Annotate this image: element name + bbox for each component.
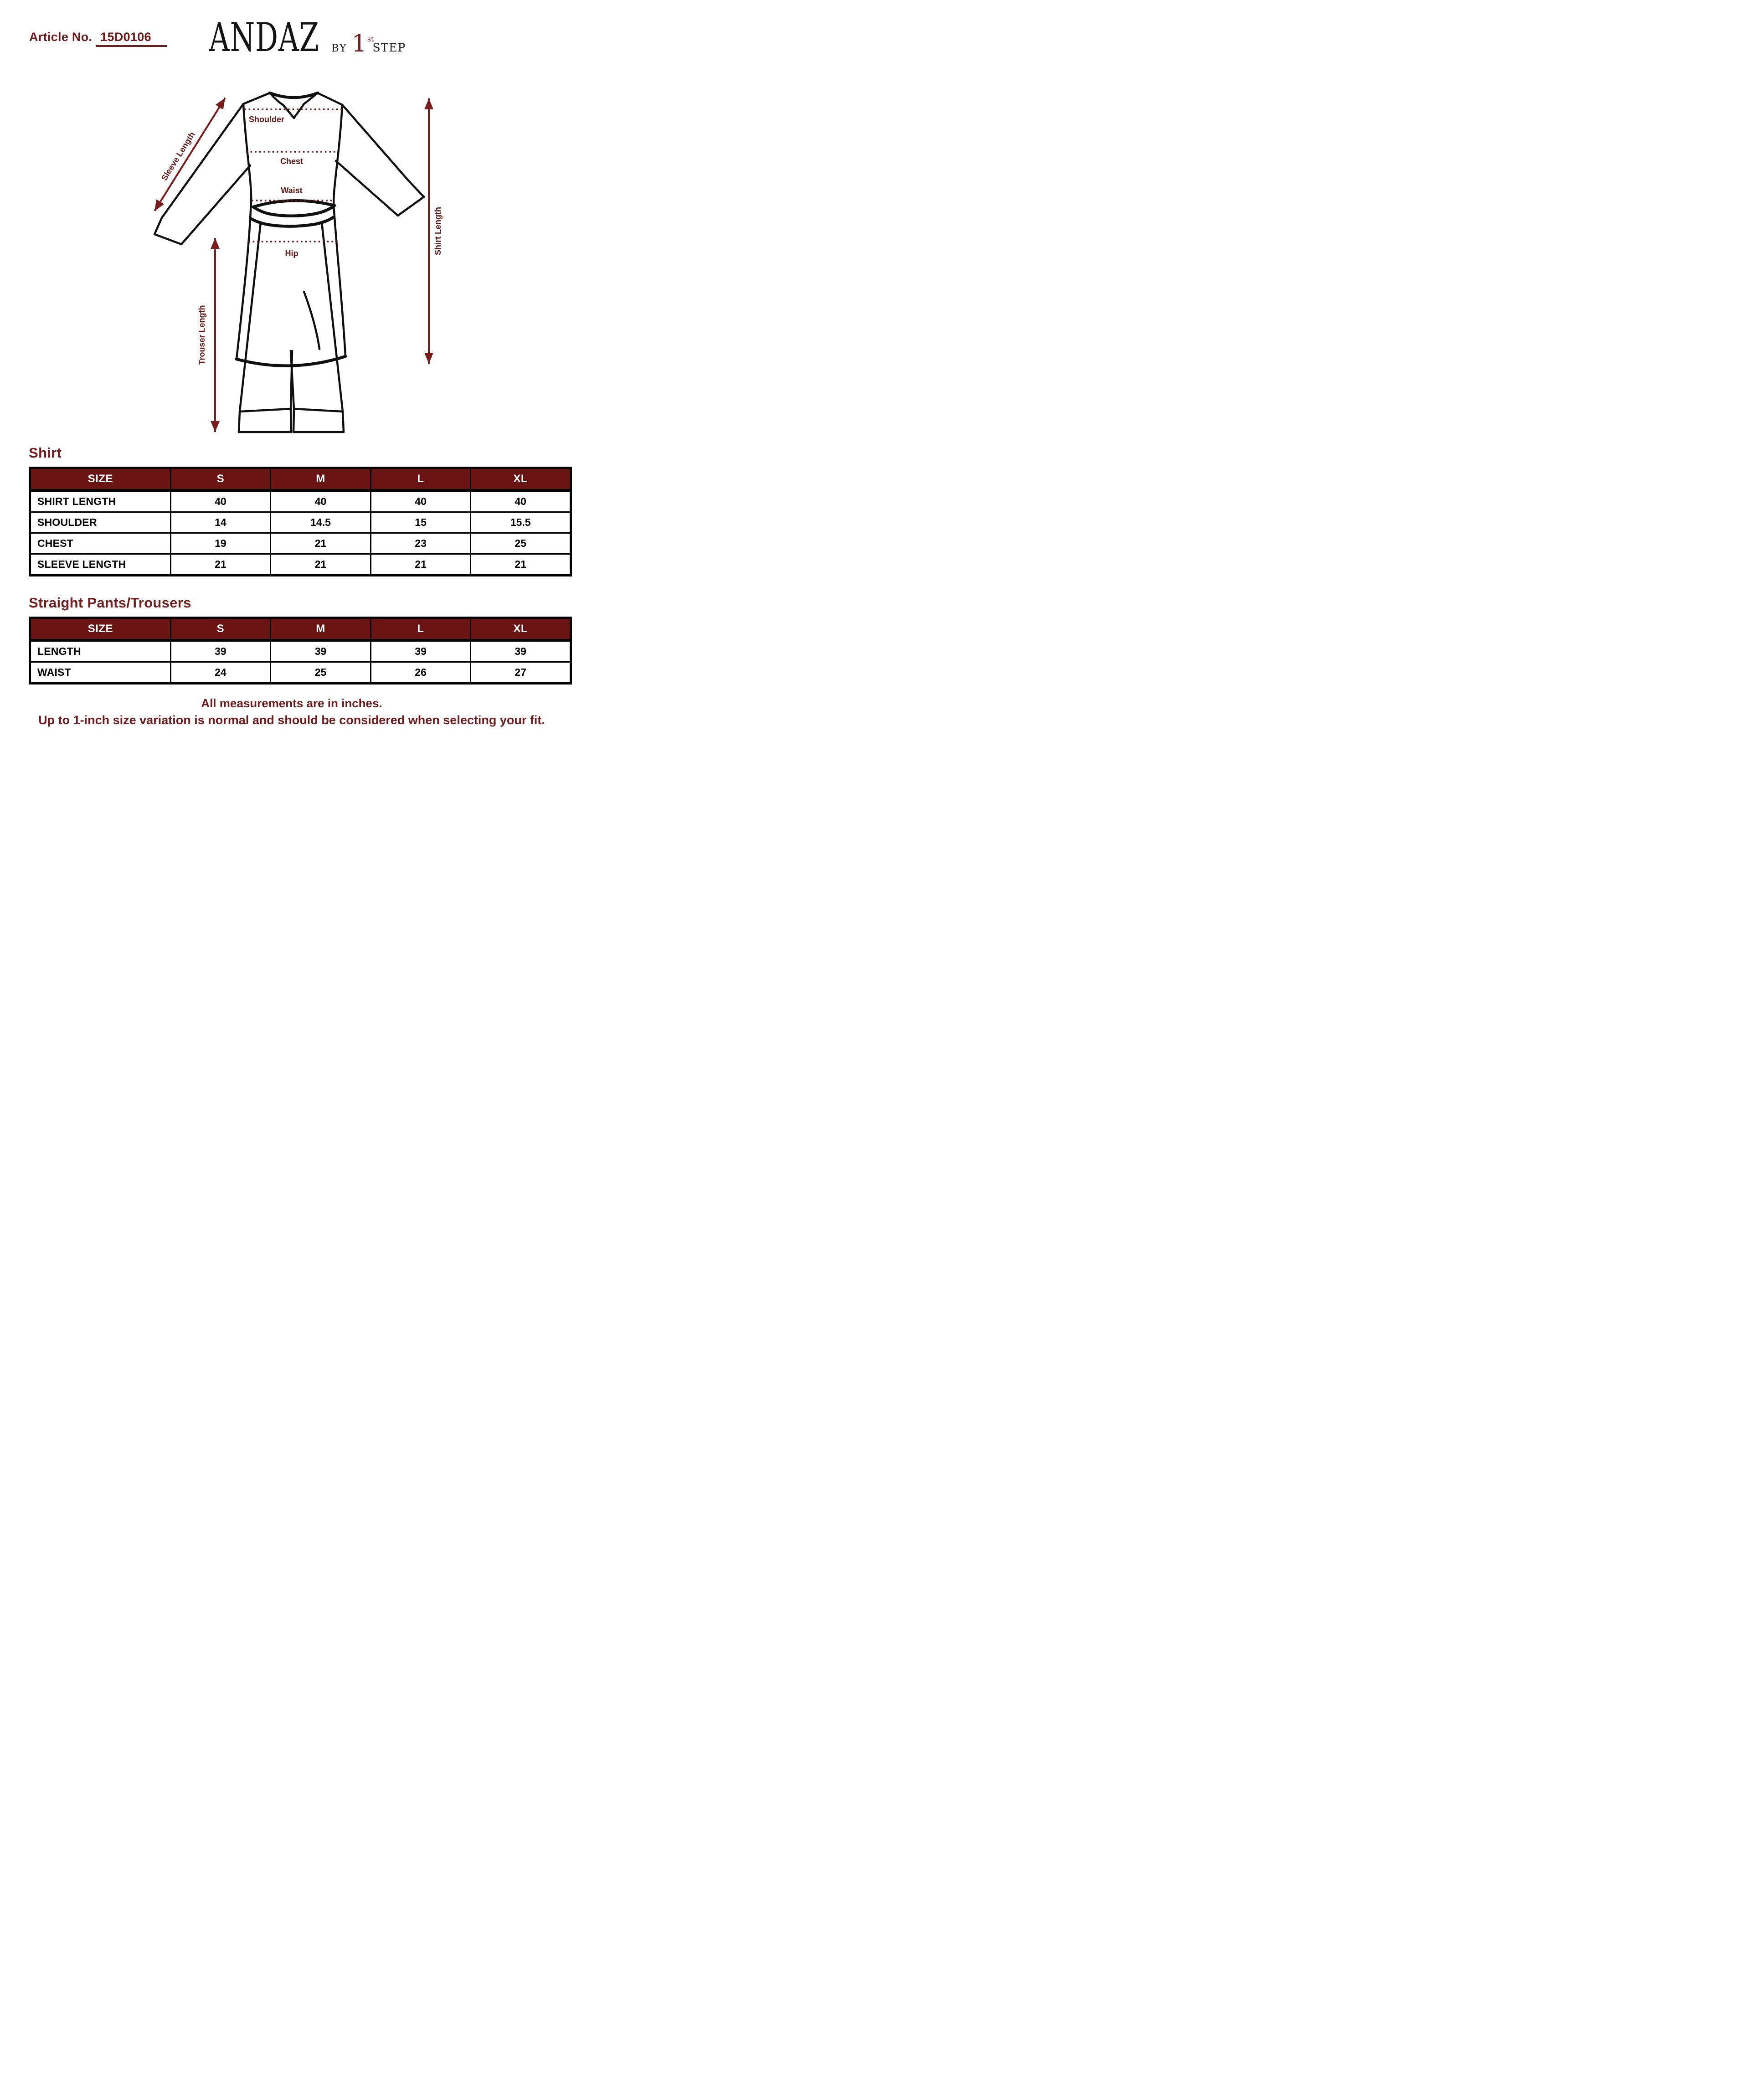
- size-column-header: SIZE: [30, 468, 171, 491]
- size-value-cell: 14.5: [271, 512, 371, 533]
- kurta-outline: [154, 93, 424, 366]
- article-number: [29, 30, 167, 44]
- article-label: Article No.: [29, 30, 93, 44]
- size-value-cell: 40: [371, 490, 471, 512]
- brand-step: STEP: [372, 41, 406, 54]
- size-chart-page: [0, 0, 583, 727]
- table-row: [30, 662, 571, 684]
- waist-label: Waist: [281, 186, 303, 195]
- table-row: [30, 490, 571, 512]
- size-value-cell: 27: [471, 662, 571, 684]
- page-header: [0, 0, 583, 77]
- size-header-s: S: [170, 468, 271, 491]
- table-header-row: [30, 618, 571, 641]
- row-label: SHOULDER: [30, 512, 171, 533]
- size-header-l: L: [371, 468, 471, 491]
- row-label: SHIRT LENGTH: [30, 490, 171, 512]
- table-row: [30, 512, 571, 533]
- sleeve-length-arrow: [154, 98, 225, 211]
- brand-name: ANDAZ: [209, 15, 319, 61]
- table-row: [30, 554, 571, 576]
- size-value-cell: 21: [471, 554, 571, 576]
- trouser-waistband: [253, 201, 335, 207]
- trouser-length-arrow: [197, 238, 215, 432]
- size-value-cell: 39: [471, 640, 571, 662]
- brand-logo: [209, 15, 406, 61]
- table-row: [30, 640, 571, 662]
- size-value-cell: 15.5: [471, 512, 571, 533]
- footer-note: [0, 696, 583, 727]
- trouser-length-label: Trouser Length: [197, 305, 206, 365]
- size-value-cell: 25: [471, 533, 571, 554]
- size-header-xl: XL: [471, 468, 571, 491]
- row-label: CHEST: [30, 533, 171, 554]
- size-column-header: SIZE: [30, 618, 171, 641]
- shirt-length-label: Shirt Length: [433, 207, 443, 255]
- shirt-section-title: Shirt: [29, 445, 62, 461]
- size-value-cell: 40: [471, 490, 571, 512]
- size-value-cell: 39: [170, 640, 271, 662]
- size-value-cell: 21: [271, 533, 371, 554]
- shoulder-label: Shoulder: [248, 115, 285, 124]
- size-value-cell: 25: [271, 662, 371, 684]
- brand-by: BY: [331, 43, 347, 54]
- shirt-size-table: [29, 467, 572, 576]
- size-value-cell: 15: [371, 512, 471, 533]
- table-row: [30, 533, 571, 554]
- footer-line-1: All measurements are in inches.: [201, 696, 382, 710]
- size-value-cell: 26: [371, 662, 471, 684]
- row-label: WAIST: [30, 662, 171, 684]
- size-value-cell: 24: [170, 662, 271, 684]
- size-value-cell: 21: [271, 554, 371, 576]
- size-header-xl: XL: [471, 618, 571, 641]
- measurement-diagram: [0, 77, 583, 442]
- brand-st-superscript: st: [367, 35, 374, 43]
- size-value-cell: 19: [170, 533, 271, 554]
- row-label: LENGTH: [30, 640, 171, 662]
- shirt-length-arrow: [429, 98, 443, 364]
- footer-line-2: Up to 1-inch size variation is normal and should be considered when selecting your fit.: [38, 713, 545, 727]
- size-header-m: M: [271, 618, 371, 641]
- size-header-s: S: [170, 618, 271, 641]
- size-value-cell: 39: [271, 640, 371, 662]
- size-value-cell: 40: [271, 490, 371, 512]
- table-header-row: [30, 468, 571, 491]
- size-value-cell: 23: [371, 533, 471, 554]
- pants-section-title: Straight Pants/Trousers: [29, 595, 191, 611]
- size-value-cell: 14: [170, 512, 271, 533]
- row-label: SLEEVE LENGTH: [30, 554, 171, 576]
- pants-size-table: [29, 617, 572, 685]
- chest-label: Chest: [280, 157, 304, 166]
- size-value-cell: 21: [371, 554, 471, 576]
- brand-one: 1: [351, 30, 367, 57]
- size-header-l: L: [371, 618, 471, 641]
- size-value-cell: 40: [170, 490, 271, 512]
- size-value-cell: 39: [371, 640, 471, 662]
- size-header-m: M: [271, 468, 371, 491]
- sleeve-length-label: Sleeve Length: [160, 130, 197, 182]
- hip-label: Hip: [285, 249, 299, 258]
- article-number-value: 15D0106: [96, 30, 167, 47]
- size-value-cell: 21: [170, 554, 271, 576]
